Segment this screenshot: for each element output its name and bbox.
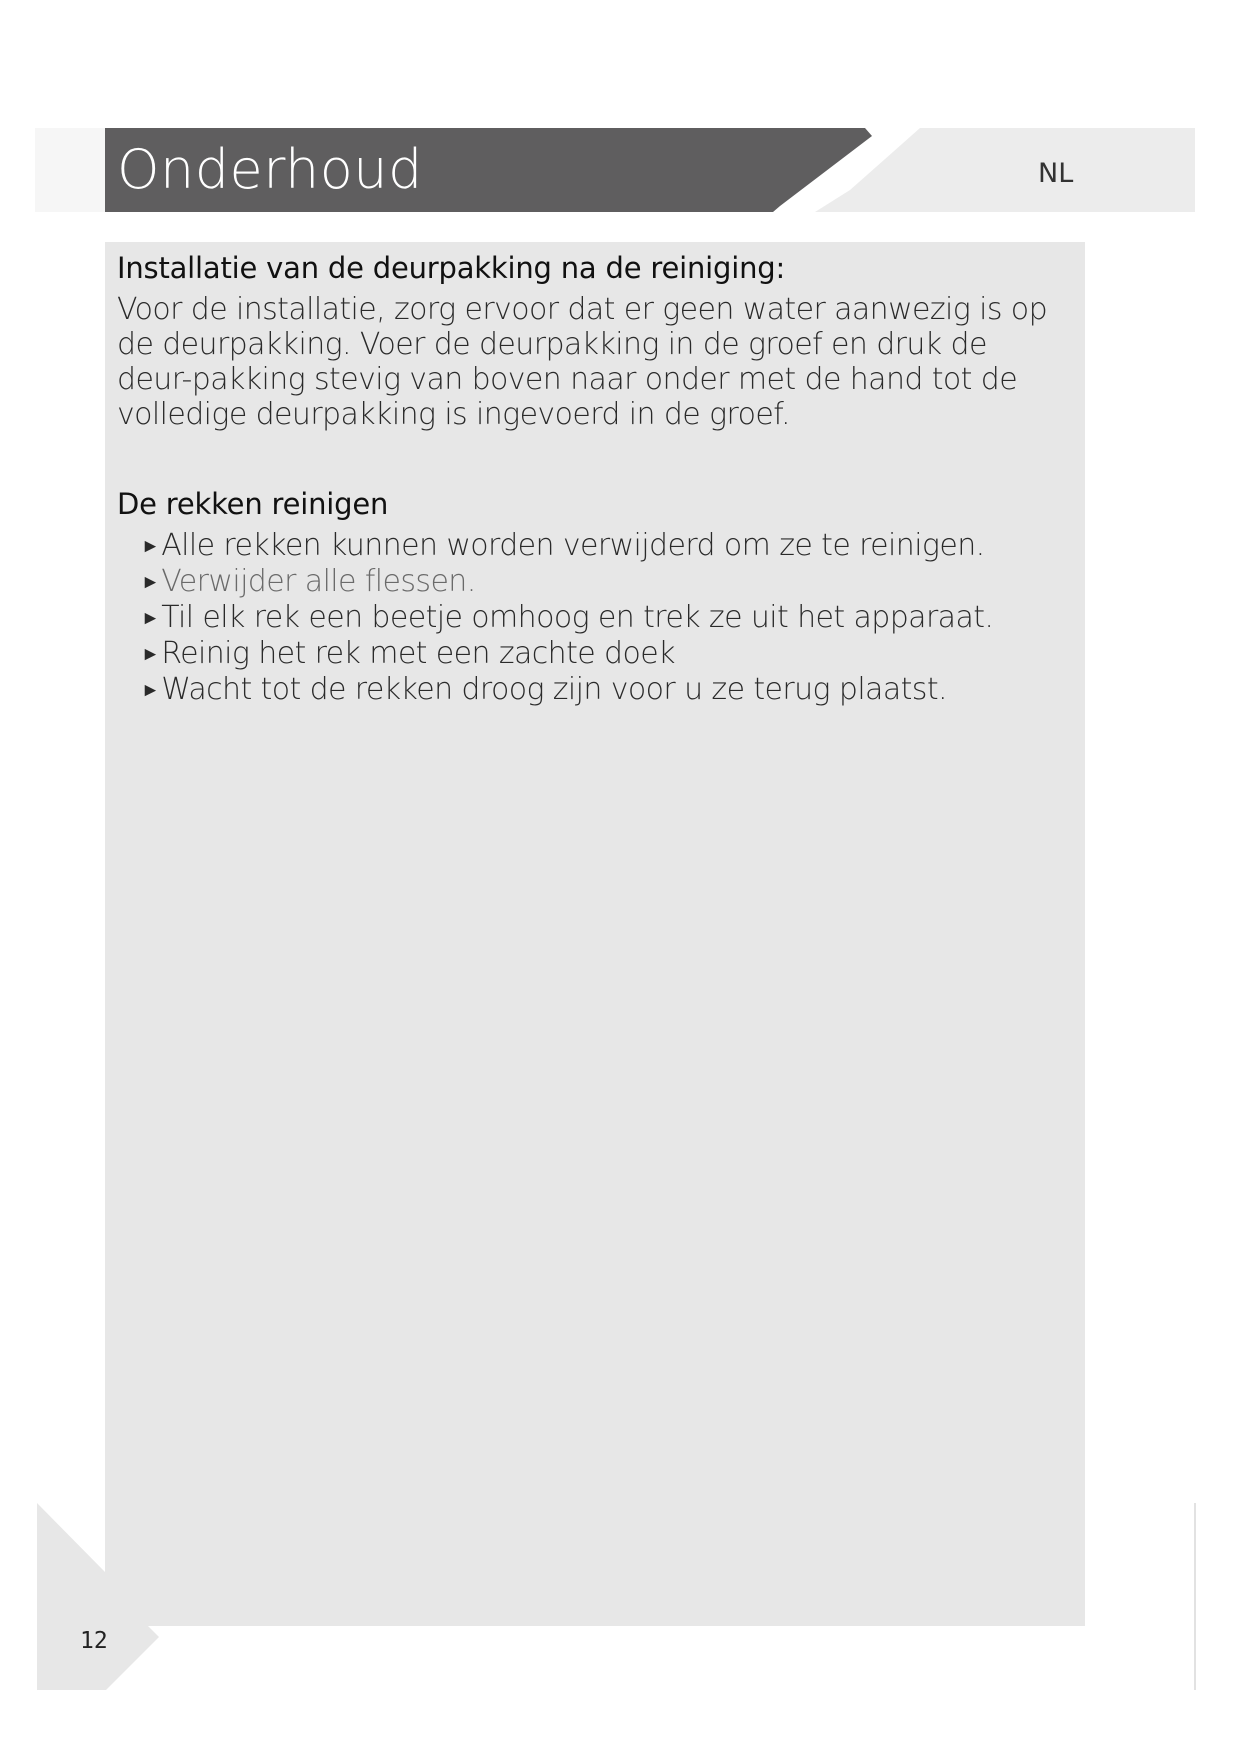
page-title: Onderhoud: [117, 138, 423, 201]
header-left-edge: [35, 128, 105, 212]
triangle-bullet-icon: ►: [141, 643, 160, 665]
list-item-text: Verwijder alle flessen.: [161, 564, 476, 599]
language-tag: NL: [1038, 158, 1074, 189]
section-door-gasket: [117, 248, 1067, 432]
section-heading: De rekken reinigen: [117, 487, 389, 521]
list-item: [141, 528, 1067, 564]
section-heading: Installatie van de deurpakking na de reiniging:: [117, 251, 786, 285]
list-item: [141, 672, 1067, 708]
list-item-text: Wacht tot de rekken droog zijn voor u ze terug plaatst.: [161, 672, 947, 707]
header-right-band: [815, 128, 1195, 212]
list-item: [141, 564, 1067, 600]
list-item-text: Til elk rek een beetje omhoog en trek ze uit het apparaat.: [161, 600, 994, 635]
section-cleaning-racks: [117, 484, 1067, 708]
page-number: 12: [80, 1628, 108, 1654]
list-item-text: Reinig het rek met een zachte doek: [161, 636, 675, 671]
content-panel: [105, 242, 1085, 1626]
triangle-bullet-icon: ►: [141, 535, 160, 557]
triangle-bullet-icon: ►: [141, 607, 160, 629]
triangle-bullet-icon: ►: [141, 571, 160, 593]
triangle-bullet-icon: ►: [141, 679, 160, 701]
list-item-text: Alle rekken kunnen worden verwijderd om ze te reinigen.: [161, 528, 985, 563]
right-edge-line: [1194, 1503, 1196, 1690]
bullet-list: [117, 528, 1067, 708]
list-item: [141, 600, 1067, 636]
section-body: Voor de installatie, zorg ervoor dat er geen water aanwezig is op de deurpakking. Voer de deurpakking in de groef en druk de deur-pakking stevig van boven naar onder met de hand tot de volledige deurpakking is ingevoerd in de groef.: [117, 292, 1048, 432]
list-item: [141, 636, 1067, 672]
